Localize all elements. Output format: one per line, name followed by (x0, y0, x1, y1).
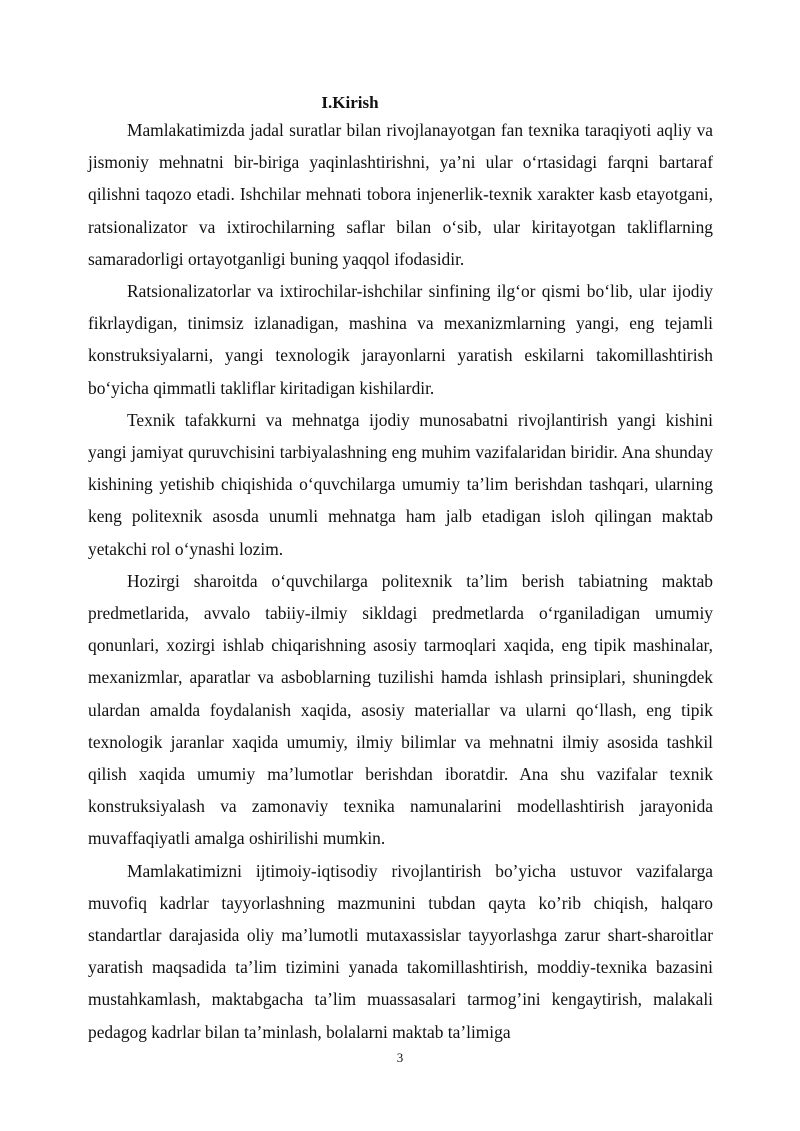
paragraph-3: Texnik tafakkurni va mehnatga ijodiy munosabatni rivojlantirish yangi kishini yangi jamiyat quruvchisini tarbiyalashning eng muhim vazifalaridan biridir. Ana shunday kishining yetishib chiqishida o‘quvchilarga umumiy ta’lim berishdan tashqari, ularning keng politexnik asosda unumli mehnatga ham jalb etadigan isloh qilingan maktab yetakchi rol o‘ynashi lozim. (88, 409, 713, 559)
paragraph-4: Hozirgi sharoitda o‘quvchilarga politexnik ta’lim berish tabiatning maktab predmetlarida, avvalo tabiiy-ilmiy sikldagi predmetlarda o‘rganiladigan umumiy qonunlari, xozirgi ishlab chiqarishning asosiy tarmoqlari xaqida, eng tipik mashinalar, mexanizmlar, aparatlar va asboblarning tuzilishi hamda ishlash prinsiplari, shuningdek ulardan amalda foydalanish xaqida, asosiy materiallar va ularni qo‘llash, eng tipik texnologik jaranlar xaqida umumiy, ilmiy bilimlar va mehnatni ilmiy asosida tashkil qilish xaqida umumiy ma’lumotlar berishdan iboratdir. Ana shu vazifalar texnik konstruksiyalash va zamonaviy texnika namunalarini modellashtirish jarayonida muvaffaqiyatli amalga oshirilishi mumkin. (88, 570, 713, 849)
paragraph-2: Ratsionalizatorlar va ixtirochilar-ishchilar sinfining ilg‘or qismi bo‘lib, ular ijodiy fikrlaydigan, tinimsiz izlanadigan, mashina va mexanizmlarning yangi, eng tejamli konstruksiyalarni, yangi texnologik jarayonlarni yaratish eskilarni takomillashtirish bo‘yicha qimmatli takliflar kiritadigan kishilardir. (88, 281, 713, 398)
document-body (88, 114, 713, 1048)
section-title: I.Kirish (321, 93, 379, 112)
paragraph-1: Mamlakatimizda jadal suratlar bilan rivojlanayotgan fan texnika taraqiyoti aqliy va jismoniy mehnatni bir-biriga yaqinlashtirishni, ya’ni ular o‘rtasidagi farqni bartaraf qilishni taqozo etadi. Ishchilar mehnati tobora injenerlik-texnik xarakter kasb etayotgani, ratsionalizator va ixtirochilarning saflar bilan o‘sib, ular kiritayotgan takliflarning samaradorligi ortayotganligi buning yaqqol ifodasidir. (88, 120, 713, 269)
paragraph-5: Mamlakatimizni ijtimoiy-iqtisodiy rivojlantirish bo’yicha ustuvor vazifalarga muvofiq kadrlar tayyorlashning mazmunini tubdan qayta ko’rib chiqish, halqaro standartlar darajasida oliy ma’lumotli mutaxassislar tayyorlashga zarur shart-sharoitlar yaratish maqsadida ta’lim tizimini yanada takomillashtirish, moddiy-texnika bazasini mustahkamlash, maktabgacha ta’lim muassasalari tarmog’ini kengaytirish, malakali pedagog kadrlar bilan ta’minlash, bolalarni maktab ta’limiga (88, 860, 713, 1042)
page-number: 3 (396, 1050, 404, 1065)
